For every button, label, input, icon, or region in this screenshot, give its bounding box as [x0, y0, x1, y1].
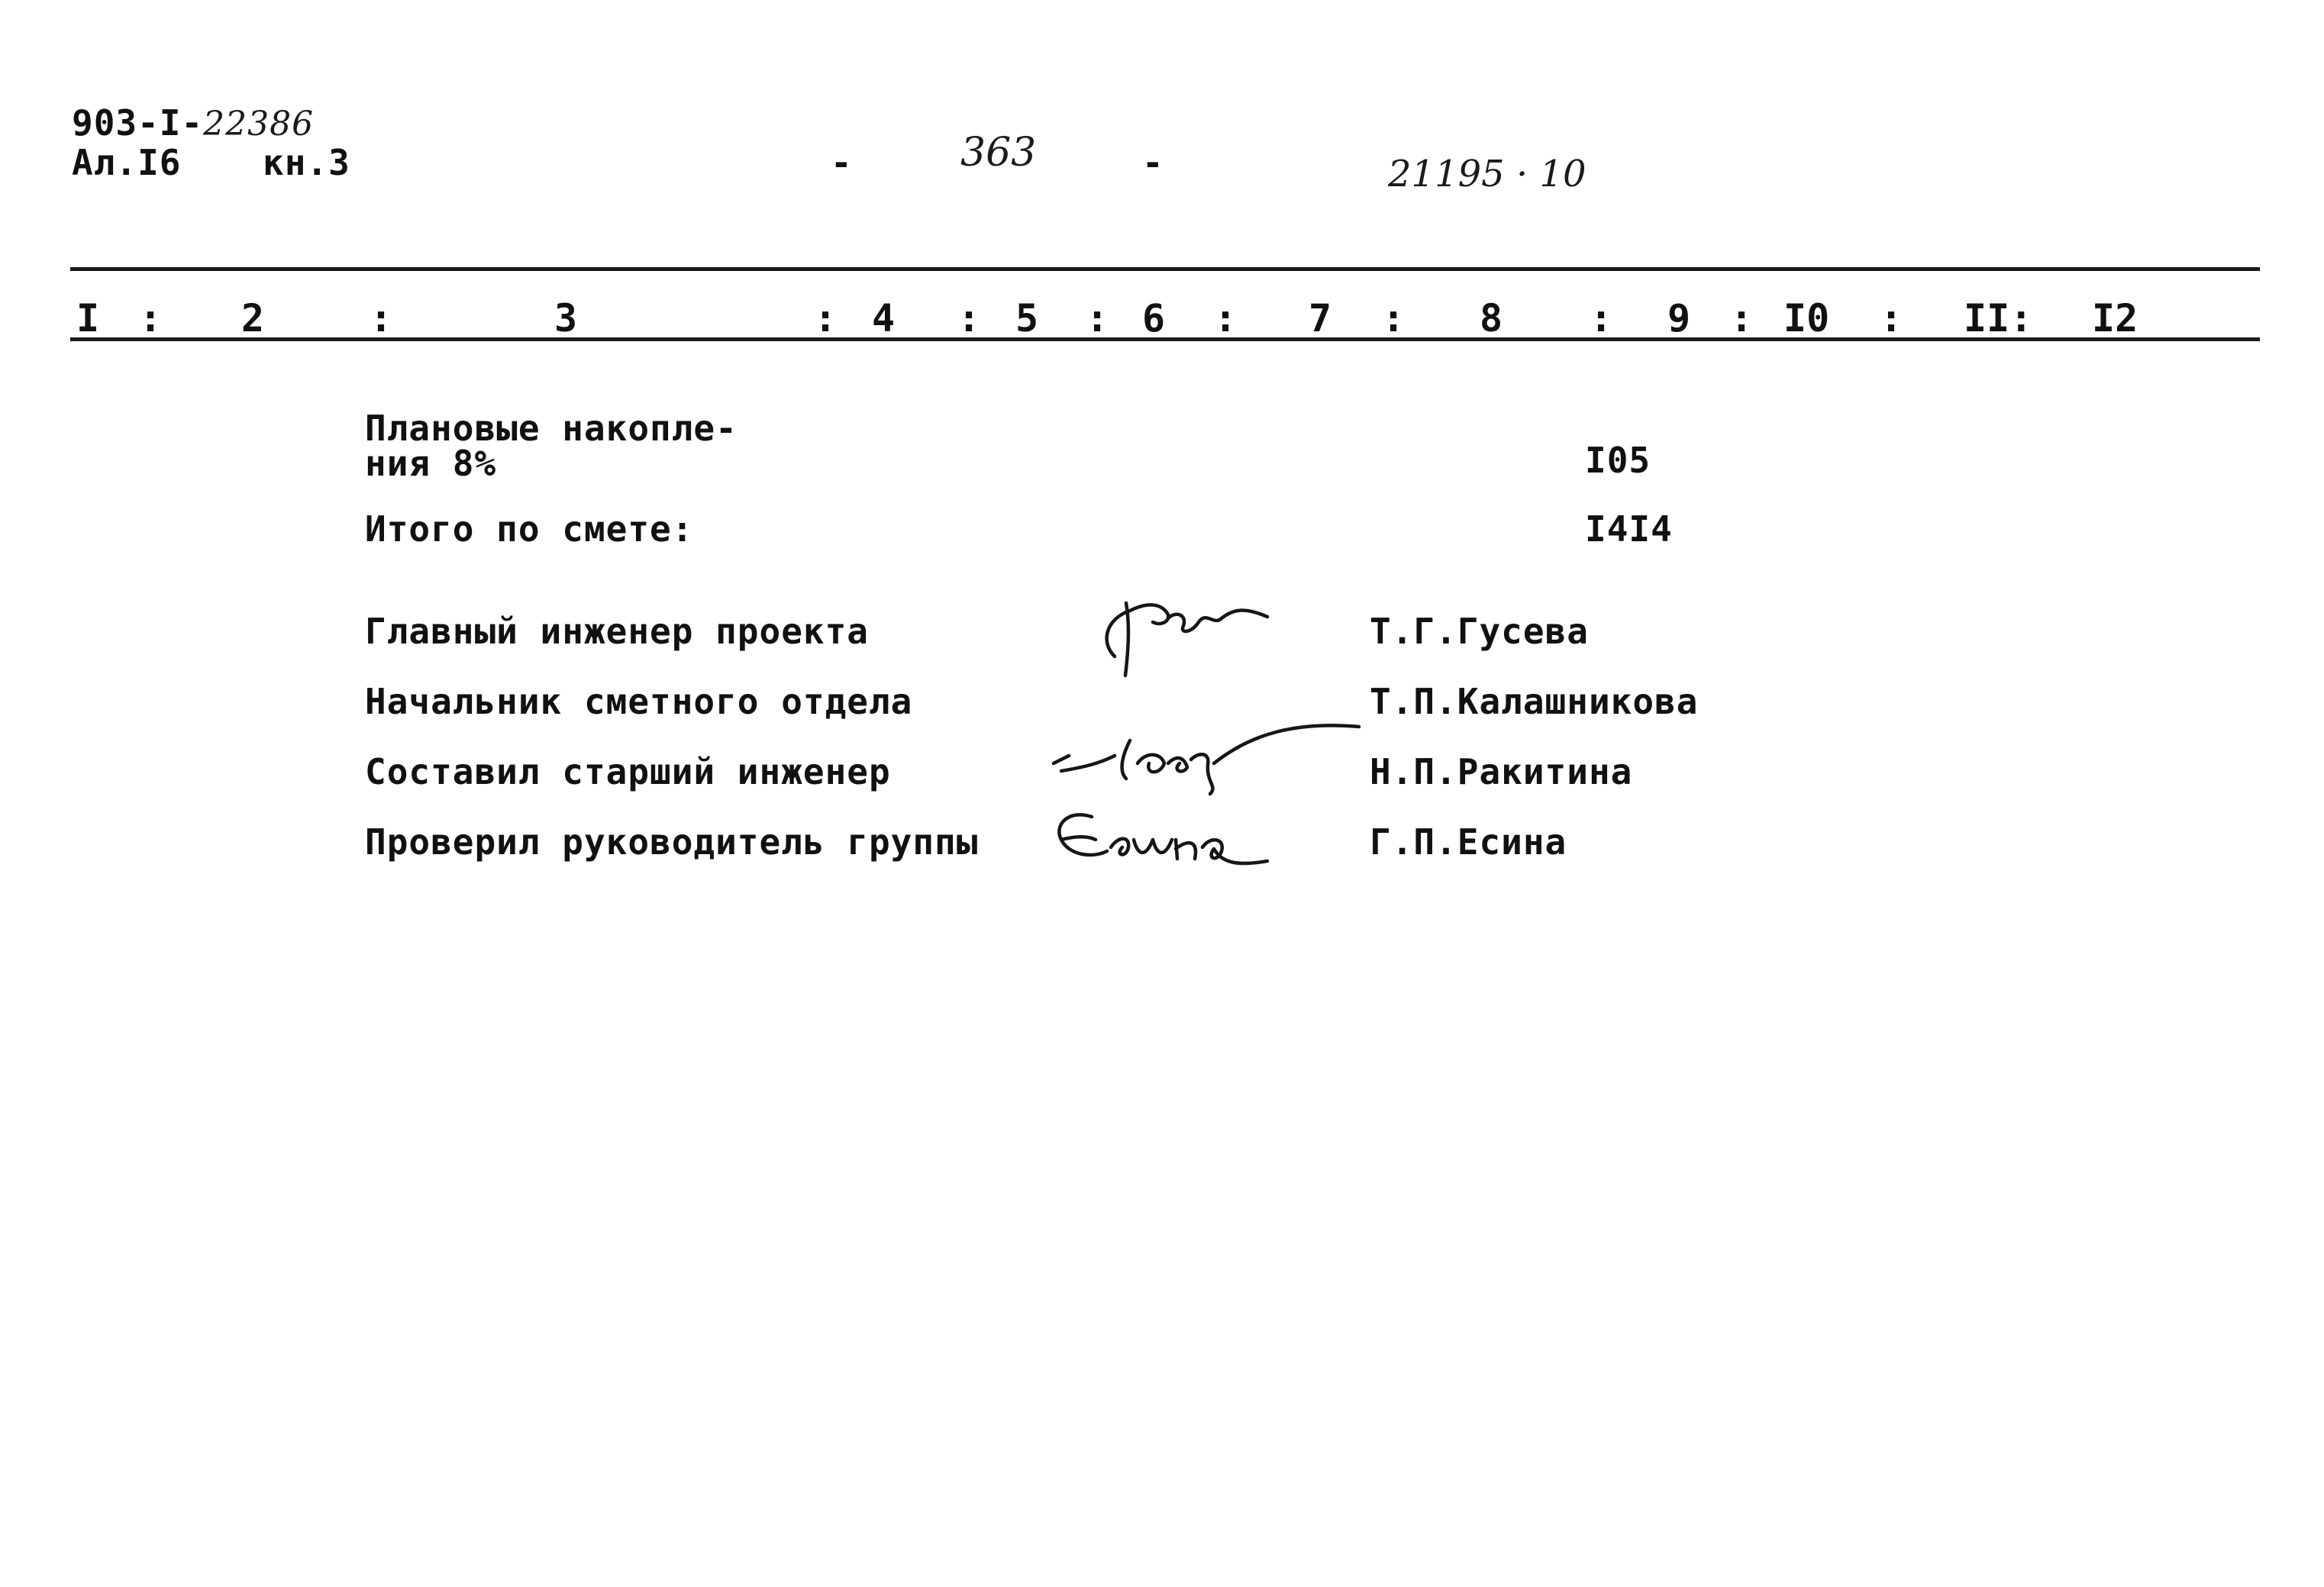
doc-code-handwritten: 22386: [203, 105, 315, 144]
signatory-name: Т.Г.Гусева: [1370, 611, 1589, 652]
col-12: I2: [2092, 296, 2138, 340]
signatory-name: Г.П.Есина: [1370, 821, 1567, 863]
doc-code-prefix: 903-I-: [72, 102, 204, 144]
col-sep: :: [1382, 296, 1406, 340]
dash-right: -: [1142, 142, 1164, 183]
total-label: Итого по смете:: [365, 508, 694, 550]
dash-left: -: [831, 142, 853, 183]
signatory-role: Начальник сметного отдела: [365, 681, 913, 722]
col-10: I0: [1783, 296, 1830, 340]
total-value: I4I4: [1585, 508, 1673, 550]
doc-code: [72, 102, 314, 144]
col-4: 4: [872, 296, 896, 340]
col-9: 9: [1667, 296, 1691, 340]
signatory-role: Составил старший инженер: [365, 751, 891, 792]
col-sep: :: [1590, 296, 1613, 340]
col-8: 8: [1480, 296, 1503, 340]
signatory-name: Н.П.Ракитина: [1370, 751, 1633, 792]
page-number: 363: [960, 130, 1037, 176]
col-sep: :: [1214, 296, 1238, 340]
col-1: I: [76, 296, 100, 340]
album-number: Ал.I6: [72, 142, 182, 183]
row-label-line1: Плановые накопле-: [365, 408, 738, 449]
signature-chief-engineer: [1084, 580, 1283, 687]
col-sep: :: [814, 296, 838, 340]
signatory-name: Т.П.Калашникова: [1370, 681, 1699, 722]
col-2: 2: [241, 296, 265, 340]
col-sep: :: [957, 296, 981, 340]
col-6: 6: [1142, 296, 1166, 340]
col-5: 5: [1015, 296, 1039, 340]
col-sep: :: [1730, 296, 1754, 340]
book-number: кн.3: [263, 142, 350, 183]
signature-checker: [1038, 794, 1283, 885]
row-value: I05: [1585, 440, 1651, 481]
col-sep: :: [370, 296, 393, 340]
signatory-role: Главный инженер проекта: [365, 611, 869, 652]
row-label-line2: ния 8%: [365, 443, 497, 484]
col-sep: :: [1880, 296, 1903, 340]
header-top-rule: [70, 267, 2260, 271]
col-7: 7: [1309, 296, 1332, 340]
archive-number: 21195 · 10: [1388, 153, 1586, 195]
col-sep: :: [139, 296, 163, 340]
col-11: II:: [1964, 296, 2033, 340]
signature-estimator: [1038, 710, 1359, 802]
col-3: 3: [554, 296, 578, 340]
col-sep: :: [1086, 296, 1109, 340]
signatory-role: Проверил руководитель группы: [365, 821, 979, 863]
